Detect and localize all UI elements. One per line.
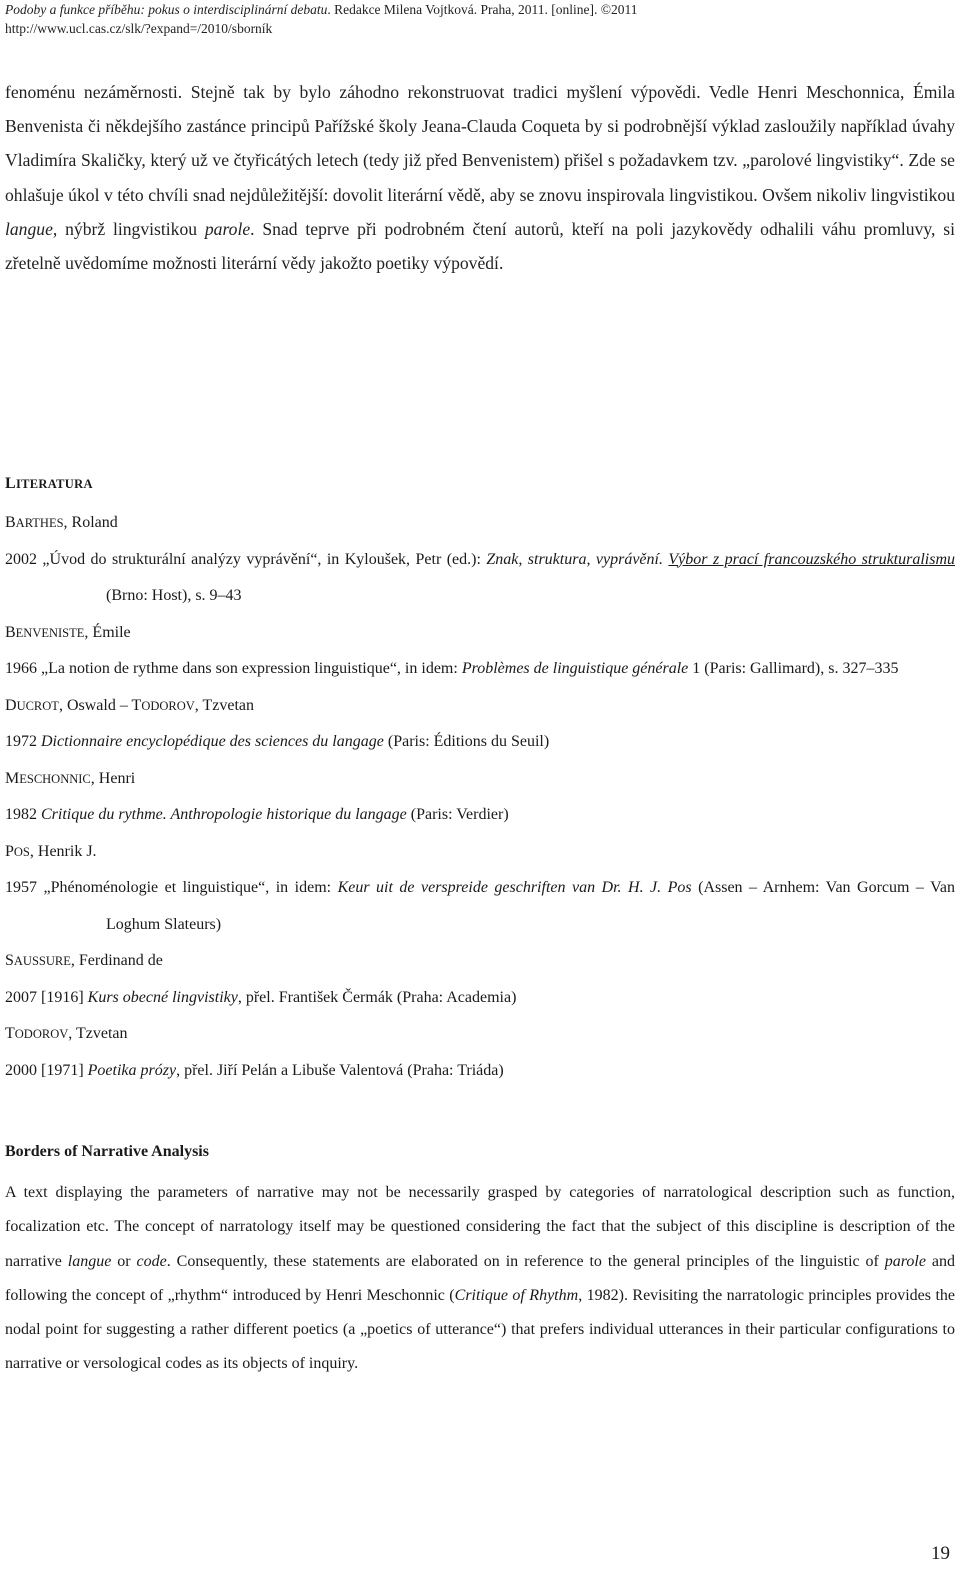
author-initial: B [5, 623, 16, 641]
ref-author [5, 761, 955, 798]
author-initial: S [5, 952, 14, 969]
author-surname: UCROT [16, 698, 59, 713]
author-given: , Roland [63, 514, 118, 531]
entry-text: 1957 „Phénoménologie et linguistique“, in idem: [5, 879, 338, 896]
author-surname: ESCHONNIC [19, 771, 91, 786]
ref-author [5, 505, 955, 542]
author-surname: ENVENISTE [15, 625, 85, 640]
ref-entry [5, 980, 955, 1017]
author-surname: ODOROV [141, 698, 195, 713]
abstract-heading: Borders of Narrative Analysis [5, 1143, 209, 1160]
author-surname: ODOROV [14, 1027, 69, 1041]
entry-text: , přel. František Čermák (Praha: Academia) [237, 988, 517, 1006]
body-paragraph [5, 75, 955, 280]
ref-entry [5, 797, 955, 834]
author-given: , Émile [84, 623, 131, 641]
body-text-part: fenoménu nezáměrnosti. Stejně tak by bylo záhodno rekonstruovat tradici myšlení výpovědi. Vedle Henri Meschonnica, Émila Benvenista či někdejšího zastánce principů Pařížské školy Jeana-Clauda Coqueta by si podrobnější výklad zasloužily například úvahy Vladimíra Skaličky, který už ve čtyřicátých letech (tedy již před Benvenistem) přišel s požadavkem tzv. „parolové lingvistiky“. Zde se ohlašuje úkol v této chvíli snad nejdůležitější: dovolit literární vědě, aby se znovu inspirovala lingvistikou. Ovšem nikoliv lingvistikou [5, 82, 955, 205]
entry-text: (Paris: Éditions du Seuil) [383, 733, 550, 750]
body-text-part: , nýbrž lingvistikou [52, 218, 205, 239]
ref-entry [5, 1053, 955, 1090]
author-initial: D [5, 696, 17, 714]
term-langue: langue [67, 1252, 112, 1270]
ref-entry [5, 542, 955, 615]
term-critique: Critique of Rhythm [454, 1286, 579, 1304]
entry-text: (Paris: Verdier) [406, 806, 509, 823]
entry-title: Poetika prózy [87, 1061, 177, 1079]
header-citation [5, 0, 955, 19]
author-initial: T [131, 696, 142, 714]
literatura-heading [5, 475, 93, 493]
entry-text: 1982 [5, 806, 41, 823]
entry-text: 2007 [1916] [5, 988, 88, 1006]
entry-text: 2000 [1971] [5, 1061, 88, 1079]
ref-author [5, 1016, 955, 1053]
entry-text: 2002 „Úvod do strukturální analýzy vyprávění“, in Kyloušek, Petr (ed.): [5, 550, 487, 568]
ref-entry [5, 870, 955, 943]
body-text-part: . Snad teprve při podrobném čtení autorů, kteří na poli jazykovědy odhalili váhu promluvy, si zřetelně uvědomíme možnosti literární vědy jakožto poetiky výpovědí. [5, 218, 955, 274]
ref-author [5, 834, 955, 871]
bibliography [5, 505, 955, 1089]
author-surname: ARTHES [15, 516, 64, 530]
author-initial: P [5, 842, 14, 860]
entry-title: Dictionnaire encyclopédique des sciences du langage [41, 733, 384, 750]
abstract-text [5, 1176, 955, 1382]
entry-subtitle: Výbor z prací francouzského strukturalismu [668, 550, 956, 568]
entry-text: 1966 „La notion de rythme dans son expression linguistique“, in idem: [5, 660, 462, 677]
entry-title: Kurs obecné lingvistiky [87, 988, 238, 1006]
entry-title: Keur uit de verspreide geschriften van Dr. H. J. Pos [337, 879, 692, 896]
heading-initial: L [5, 475, 16, 492]
entry-text: (Assen – Arnhem: Van Gorcum – Van Loghum Slateurs) [106, 879, 956, 933]
author-surname: OS [13, 844, 30, 859]
author-initial: B [5, 514, 16, 531]
author-given: , Henrik J. [29, 842, 97, 860]
ref-entry [5, 724, 955, 761]
entry-text: 1 (Paris: Gallimard), s. 327–335 [688, 660, 899, 677]
author-surname: AUSSURE [13, 954, 71, 968]
author-given: , Henri [90, 769, 136, 787]
term-langue: langue [5, 218, 53, 239]
entry-title: Problèmes de linguistique générale [461, 660, 689, 677]
abstract-part: . Consequently, these statements are elaborated on in reference to the general principles of the linguistic of [166, 1252, 885, 1270]
ref-entry [5, 651, 955, 688]
body-text [5, 75, 955, 280]
term-parole: parole [884, 1252, 926, 1270]
entry-text: , přel. Jiří Pelán a Libuše Valentová (Praha: Triáda) [176, 1061, 504, 1079]
header-url[interactable]: http://www.ucl.cas.cz/slk/?expand=/2010/sborník [5, 21, 273, 36]
entry-text: 1972 [5, 733, 41, 750]
term-parole: parole [204, 218, 251, 239]
author-given: , Oswald – [58, 696, 132, 714]
ref-author [5, 615, 955, 652]
author-initial: M [5, 769, 20, 787]
heading-rest: ITERATURA [15, 477, 93, 491]
entry-title: Znak, struktura, vyprávění. [486, 550, 669, 568]
abstract-part: and following the concept of „rhythm“ introduced by Henri Meschonnic ( [5, 1252, 956, 1304]
ref-author [5, 943, 955, 980]
abstract-part: , 1982). Revisiting the narratologic principles provides the nodal point for suggesting a rather different poetics (a „poetics of utterance“) that prefers individual utterances in their particular configurations to narrative or versological codes as its objects of inquiry. [5, 1286, 955, 1373]
page-number: 19 [931, 1543, 950, 1564]
author-initial: T [5, 1025, 15, 1042]
author-given: , Tzvetan [194, 696, 255, 714]
header-citation-rest: . Redakce Milena Vojtková. Praha, 2011. [online]. ©2011 [327, 2, 638, 17]
entry-text: (Brno: Host), s. 9–43 [106, 587, 242, 604]
term-code: code [136, 1252, 167, 1270]
header-title: Podoby a funkce příběhu: pokus o interdisciplinární debatu [5, 2, 328, 17]
abstract-part: A text displaying the parameters of narrative may not be necessarily grasped by categories of narratological description such as function, focalization etc. The concept of narratology itself may be questioned considering the fact that the subject of this discipline is description of the narrative [5, 1184, 955, 1270]
abstract-part: or [111, 1252, 137, 1270]
entry-title: Critique du rythme. Anthropologie historique du langage [41, 806, 407, 823]
running-header [5, 0, 955, 38]
author-given: , Tzvetan [68, 1025, 128, 1042]
author-given: , Ferdinand de [70, 952, 163, 969]
ref-author [5, 688, 955, 725]
